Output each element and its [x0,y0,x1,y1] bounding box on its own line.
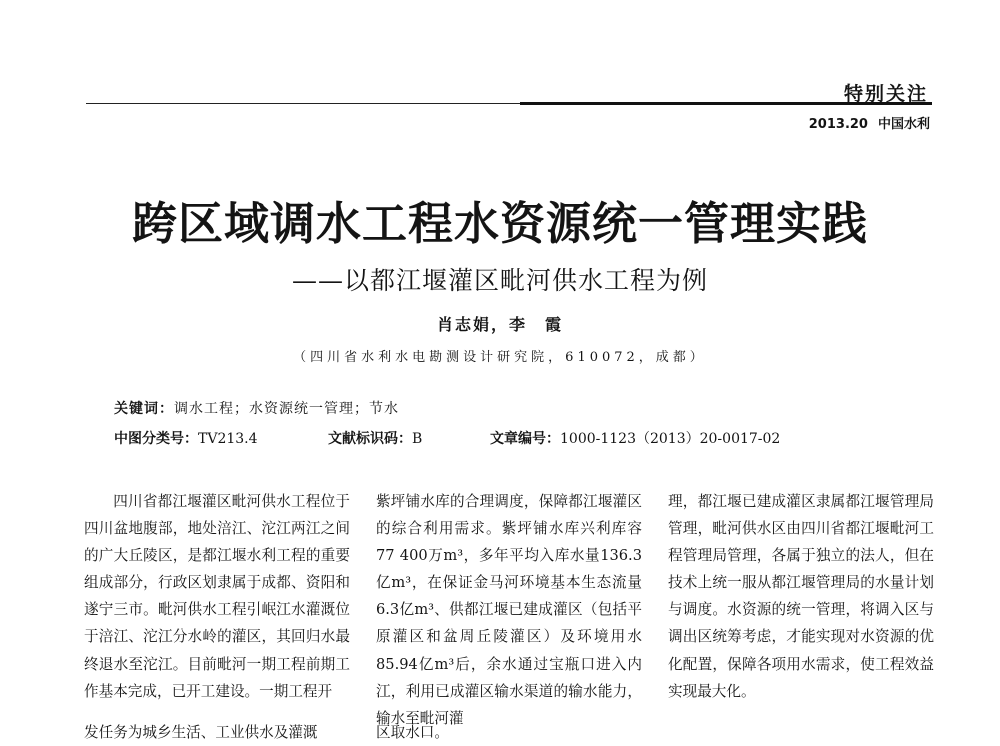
article-no-value: 1000-1123（2013）20-0017-02 [560,431,781,447]
paragraph: 紫坪铺水库的合理调度，保障都江堰灌区的综合利用需求。紫坪铺水库兴利库容77 400万m³，多年平均入库水量136.3亿m³，在保证金马河环境基本生态流量6.3亿m³、供都江堰已建成灌区（包括平原灌区和盆周丘陵灌区）及环境用水85.94亿m³后，余水通过宝瓶口进入内江，利用已成灌区输水渠道的输水能力，输水至毗河灌 [376,493,642,727]
doc-code-label: 文献标识码： [328,431,412,447]
paragraph: 理，都江堰已建成灌区隶属都江堰管理局管理，毗河供水区由四川省都江堰毗河工程管理局管理，各属于独立的法人，但在技术上统一服从都江堰管理局的水量计划与调度。水资源的统一管理，将调入区与调出区统筹考虑，才能实现对水资源的优化配置，保障各项用水需求，使工程效益实现最大化。 [668,493,934,700]
keywords-label: 关键词： [114,401,174,417]
authors: 肖志娟，李 霞 [436,315,563,334]
paragraph: 四川省都江堰灌区毗河供水工程位于四川盆地腹部，地处涪江、沱江两江之间的广大丘陵区，是都江堰水利工程的重要组成部分，行政区划隶属于成都、资阳和遂宁三市。毗河供水工程引岷江水灌溉位于涪江、沱江分水岭的灌区，其回归水最终退水至沱江。目前毗河一期工程前期工作基本完成，已开工建设。一期工程开 [84,493,350,700]
clc-value: TV213.4 [198,431,258,447]
doc-code-value: B [412,431,423,447]
issue-number: 2013.20 [808,117,868,132]
journal-name: 中国水利 [877,117,930,132]
keywords-line [114,398,399,418]
article-no-label: 文章编号： [490,431,560,447]
body-column-2-cut-line: 区取水口。 [376,724,449,741]
body-column-1 [84,488,350,705]
body-column-2 [376,488,642,732]
clc-label: 中图分类号： [114,431,198,447]
issue-info [809,113,930,132]
doc-code-field [328,428,422,448]
article-subtitle: ——以都江堰灌区毗河供水工程为例 [291,266,708,295]
article-no-field [490,428,780,448]
body-column-1-cut-line: 发任务为城乡生活、工业供水及灌溉 [84,724,318,741]
body-column-3 [668,488,934,705]
article-title: 跨区域调水工程水资源统一管理实践 [131,197,868,250]
clc-field [114,428,258,448]
affiliation: （四川省水利水电勘测设计研究院，610072，成都） [293,350,707,365]
column-label: 特别关注 [843,83,928,105]
keywords: 调水工程；水资源统一管理；节水 [174,401,399,417]
